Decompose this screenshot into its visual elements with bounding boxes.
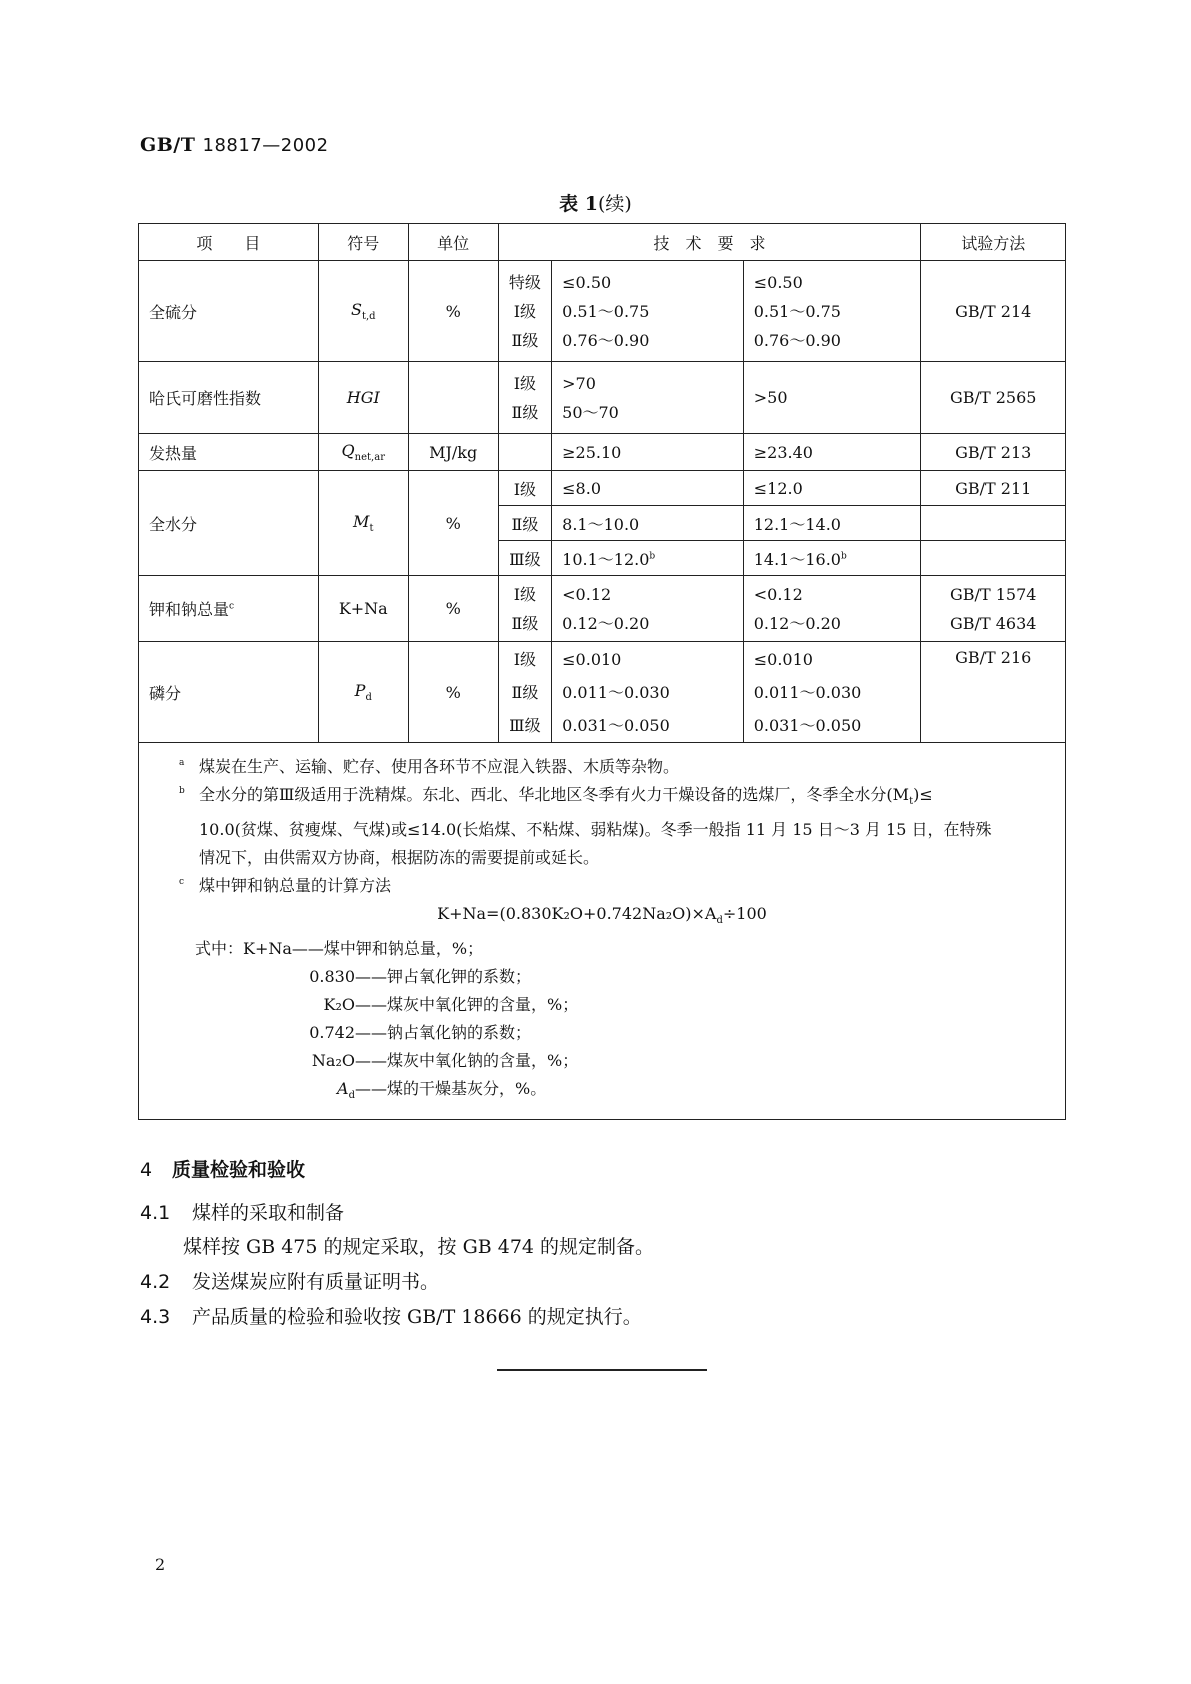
grade-moisture-3: Ⅲ级 bbox=[498, 541, 552, 576]
definition-row: K₂O ——煤灰中氧化钾的含量，%； bbox=[323, 995, 579, 1015]
method-hgi: GB/T 2565 bbox=[921, 362, 1066, 434]
unit-kna: % bbox=[408, 576, 498, 642]
unit-hgi bbox=[408, 362, 498, 434]
definition-row: 0.830 ——钾占氧化钾的系数； bbox=[309, 967, 532, 987]
formula-definitions bbox=[149, 935, 1055, 1110]
clause-4-1: 4.1 煤样的采取和制备 bbox=[140, 1202, 345, 1224]
item-hgi: 哈氏可磨性指数 bbox=[139, 362, 319, 434]
req2-sulfur: ≤0.50 0.51～0.75 0.76～0.90 bbox=[743, 261, 921, 362]
table-row-heat bbox=[139, 434, 1066, 471]
req1-moisture-1: ≤8.0 bbox=[552, 471, 744, 506]
standard-number: 18817—2002 bbox=[202, 135, 329, 156]
note-a: a 煤炭在生产、运输、贮存、使用各环节不应混入铁器、木质等杂物。 bbox=[179, 757, 680, 776]
grades-hgi: Ⅰ级 Ⅱ级 bbox=[498, 362, 552, 434]
grades-phosphorus: Ⅰ级 Ⅱ级 Ⅲ级 bbox=[498, 642, 552, 743]
unit-moisture: % bbox=[408, 471, 498, 576]
definition-row: Na₂O ——煤灰中氧化钠的含量，%； bbox=[311, 1051, 579, 1071]
table-caption bbox=[0, 189, 1191, 216]
grades-sulfur: 特级 Ⅰ级 Ⅱ级 bbox=[498, 261, 552, 362]
symbol-sulfur: $S_{t,d}$ bbox=[318, 261, 408, 362]
unit-heat: MJ/kg bbox=[408, 434, 498, 471]
req2-moisture-3: 14.1～16.0$^b$ bbox=[743, 541, 921, 576]
req1-sulfur: ≤0.50 0.51～0.75 0.76～0.90 bbox=[552, 261, 744, 362]
item-phosphorus: 磷分 bbox=[139, 642, 319, 743]
req1-moisture-3: 10.1～12.0$^b$ bbox=[552, 541, 744, 576]
grade-moisture-1: Ⅰ级 bbox=[498, 471, 552, 506]
table-caption-suffix: (续) bbox=[598, 193, 632, 215]
col-header-item: 项 目 bbox=[139, 224, 319, 261]
definition-row: 式中： K+Na ——煤中钾和钠总量，%； bbox=[195, 939, 484, 959]
table-row-hgi bbox=[139, 362, 1066, 434]
definition-row: 0.742 ——钠占氧化钠的系数； bbox=[309, 1023, 532, 1043]
method-moisture-empty-2 bbox=[921, 506, 1066, 541]
method-sulfur: GB/T 214 bbox=[921, 261, 1066, 362]
method-phosphorus: GB/T 216 bbox=[921, 642, 1066, 743]
note-c: c 煤中钾和钠总量的计算方法 bbox=[179, 876, 392, 896]
end-rule bbox=[497, 1369, 707, 1371]
table-row-phosphorus bbox=[139, 642, 1066, 743]
standard-prefix: GB/T bbox=[140, 134, 196, 156]
col-header-unit: 单位 bbox=[408, 224, 498, 261]
method-moisture-empty-3 bbox=[921, 541, 1066, 576]
req1-heat: ≥25.10 bbox=[552, 434, 744, 471]
table-row-moisture-1 bbox=[139, 471, 1066, 506]
col-header-symbol: 符号 bbox=[318, 224, 408, 261]
symbol-heat: $Q_{net,ar}$ bbox=[318, 434, 408, 471]
item-sulfur: 全硫分 bbox=[139, 261, 319, 362]
req2-heat: ≥23.40 bbox=[743, 434, 921, 471]
req2-hgi: >50 bbox=[743, 362, 921, 434]
table-row-sulfur bbox=[139, 261, 1066, 362]
note-b: b 全水分的第Ⅲ级适用于洗精煤。东北、西北、华北地区冬季有火力干燥设备的选煤厂，冬季全水分$(M_t)\le$ 10.0(贫煤、贫瘦煤、气煤)或≤14.0(长焰煤、不粘煤、弱粘煤)。冬季一般指 11 月 15 日～3 月 15 日，在特殊 情况下，由供需双方协商，根据防冻的需要提前或延长。 bbox=[179, 785, 992, 868]
page-number: 2 bbox=[155, 1555, 166, 1574]
section-4-heading: 4 质量检验和验收 bbox=[140, 1159, 306, 1181]
col-header-requirements: 技 术 要 求 bbox=[498, 224, 921, 261]
unit-phosphorus: % bbox=[408, 642, 498, 743]
unit-sulfur: % bbox=[408, 261, 498, 362]
req2-phosphorus: ≤0.010 0.011～0.030 0.031～0.050 bbox=[743, 642, 921, 743]
kna-formula: $K+Na=(0.830K_2O+0.742Na_2O)\times A_d\div 100$ bbox=[437, 904, 767, 927]
req2-moisture-2: 12.1～14.0 bbox=[743, 506, 921, 541]
item-heat: 发热量 bbox=[139, 434, 319, 471]
item-kna: 钾和钠总量$^c$ bbox=[139, 576, 319, 642]
req1-kna: <0.12 0.12～0.20 bbox=[552, 576, 744, 642]
clause-4-2: 4.2 发送煤炭应附有质量证明书。 bbox=[140, 1271, 440, 1293]
definition-row: $A_d$ ——煤的干燥基灰分，%。 bbox=[337, 1079, 547, 1102]
table-caption-label: 表 1 bbox=[559, 193, 598, 215]
req1-hgi: >70 50～70 bbox=[552, 362, 744, 434]
table-header-row bbox=[139, 224, 1066, 261]
grade-moisture-2: Ⅱ级 bbox=[498, 506, 552, 541]
table-notes bbox=[139, 743, 1066, 1120]
grades-kna: Ⅰ级 Ⅱ级 bbox=[498, 576, 552, 642]
grade-heat-empty bbox=[498, 434, 552, 471]
table-notes-row bbox=[139, 743, 1066, 1120]
req1-phosphorus: ≤0.010 0.011～0.030 0.031～0.050 bbox=[552, 642, 744, 743]
symbol-moisture: $M_t$ bbox=[318, 471, 408, 576]
method-moisture: GB/T 211 bbox=[921, 471, 1066, 506]
symbol-kna: K+Na bbox=[318, 576, 408, 642]
col-header-method: 试验方法 bbox=[921, 224, 1066, 261]
method-heat: GB/T 213 bbox=[921, 434, 1066, 471]
method-kna: GB/T 1574 GB/T 4634 bbox=[921, 576, 1066, 642]
req2-moisture-1: ≤12.0 bbox=[743, 471, 921, 506]
req1-moisture-2: 8.1～10.0 bbox=[552, 506, 744, 541]
table-row-kna bbox=[139, 576, 1066, 642]
symbol-hgi: HGI bbox=[318, 362, 408, 434]
clause-4-1-body: 煤样按 GB 475 的规定采取，按 GB 474 的规定制备。 bbox=[183, 1236, 655, 1258]
requirements-table bbox=[138, 223, 1066, 1120]
clause-4-3: 4.3 产品质量的检验和验收按 GB/T 18666 的规定执行。 bbox=[140, 1306, 642, 1328]
symbol-phosphorus: $P_d$ bbox=[318, 642, 408, 743]
req2-kna: <0.12 0.12～0.20 bbox=[743, 576, 921, 642]
standard-code bbox=[140, 134, 329, 156]
item-moisture: 全水分 bbox=[139, 471, 319, 576]
